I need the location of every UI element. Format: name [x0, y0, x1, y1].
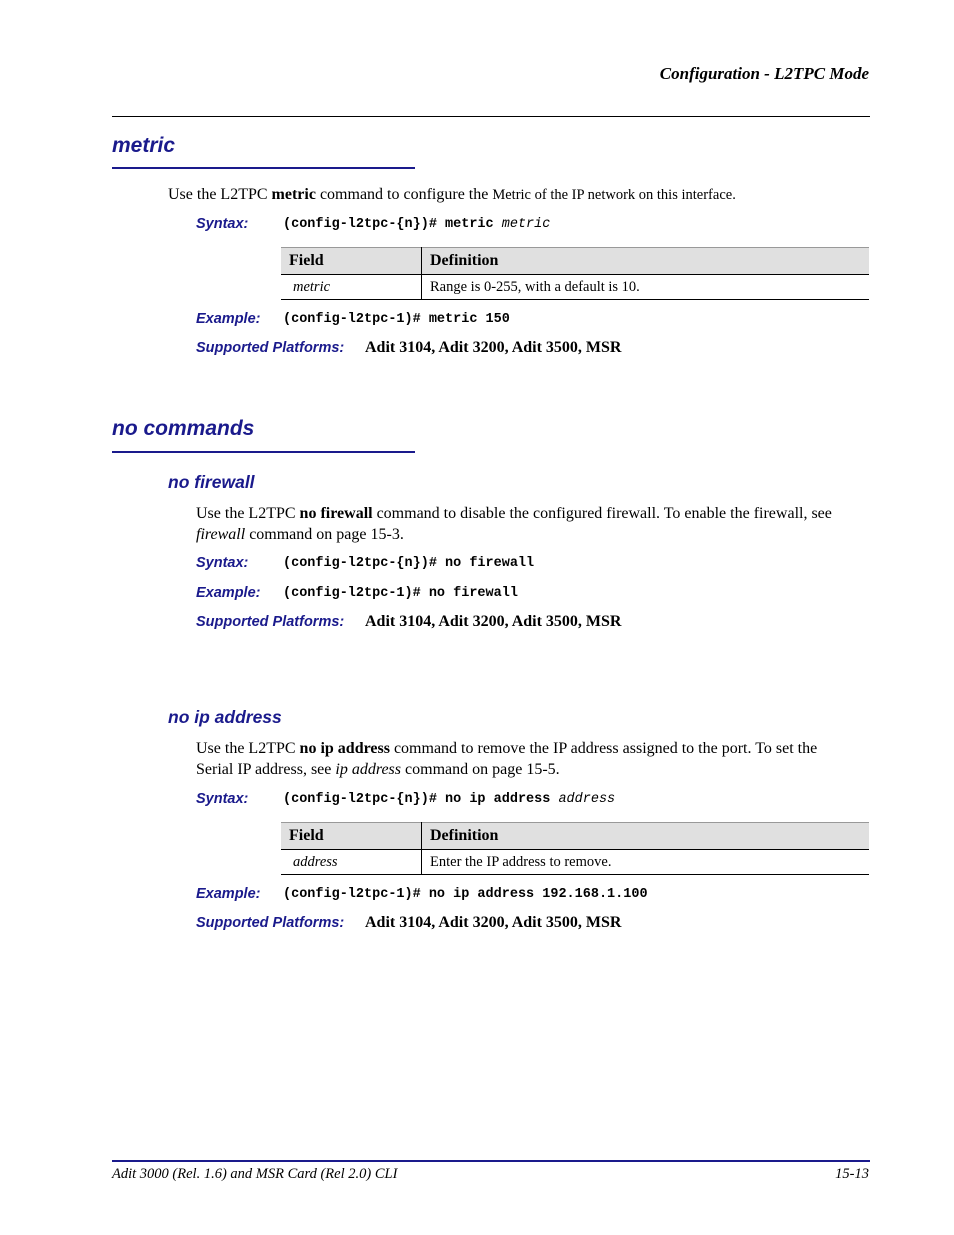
section-rule: [112, 451, 415, 453]
footer-document-title: Adit 3000 (Rel. 1.6) and MSR Card (Rel 2.0) CLI: [112, 1166, 398, 1182]
table-cell-field: metric: [281, 275, 422, 300]
section-rule: [112, 167, 415, 169]
table-header-definition: Definition: [422, 823, 870, 850]
no-firewall-description: Use the L2TPC no firewall command to disable the configured firewall. To enable the firewall, see firewall command on page 15-3.: [196, 505, 832, 543]
syntax-command: (config-l2tpc-{n})# metric metric: [283, 217, 551, 232]
table-cell-definition: Enter the IP address to remove.: [422, 850, 870, 875]
running-header: Configuration - L2TPC Mode: [659, 64, 869, 83]
example-label: Example:: [196, 585, 261, 601]
platforms-label: Supported Platforms:: [196, 915, 345, 931]
example-label: Example:: [196, 886, 261, 902]
table-cell-field: address: [281, 850, 422, 875]
platforms-value: Adit 3104, Adit 3200, Adit 3500, MSR: [365, 339, 622, 356]
platforms-value: Adit 3104, Adit 3200, Adit 3500, MSR: [365, 613, 622, 630]
example-command: (config-l2tpc-1)# no ip address 192.168.1.100: [283, 887, 648, 902]
syntax-label: Syntax:: [196, 216, 249, 232]
syntax-command: (config-l2tpc-{n})# no ip address address: [283, 792, 616, 807]
example-command: (config-l2tpc-1)# metric 150: [283, 312, 510, 327]
section-heading-no-commands: no commands: [112, 417, 255, 440]
syntax-label: Syntax:: [196, 555, 249, 571]
table-header-field: Field: [281, 248, 422, 275]
section-heading-metric: metric: [112, 134, 176, 157]
field-definition-table: [281, 247, 869, 300]
platforms-value: Adit 3104, Adit 3200, Adit 3500, MSR: [365, 914, 622, 931]
metric-description: Use the L2TPC metric command to configure the Metric of the IP network on this interface.: [168, 186, 736, 203]
subsection-heading-no-firewall: no firewall: [168, 472, 255, 492]
table-row: [281, 850, 869, 875]
table-row: [281, 275, 869, 300]
example-label: Example:: [196, 311, 261, 327]
platforms-label: Supported Platforms:: [196, 340, 345, 356]
syntax-label: Syntax:: [196, 791, 249, 807]
field-definition-table: [281, 822, 869, 875]
footer-page-number: 15-13: [835, 1166, 869, 1182]
table-header-field: Field: [281, 823, 422, 850]
table-header-definition: Definition: [422, 248, 870, 275]
platforms-label: Supported Platforms:: [196, 614, 345, 630]
table-cell-definition: Range is 0-255, with a default is 10.: [422, 275, 870, 300]
no-ip-address-description: Use the L2TPC no ip address command to remove the IP address assigned to the port. To set the Serial IP address, see ip address command on page 15-5.: [196, 740, 818, 778]
subsection-heading-no-ip-address: no ip address: [168, 707, 282, 727]
example-command: (config-l2tpc-1)# no firewall: [283, 586, 518, 601]
header-rule: [112, 116, 870, 117]
footer-rule: [112, 1160, 870, 1162]
syntax-command: (config-l2tpc-{n})# no firewall: [283, 556, 535, 571]
